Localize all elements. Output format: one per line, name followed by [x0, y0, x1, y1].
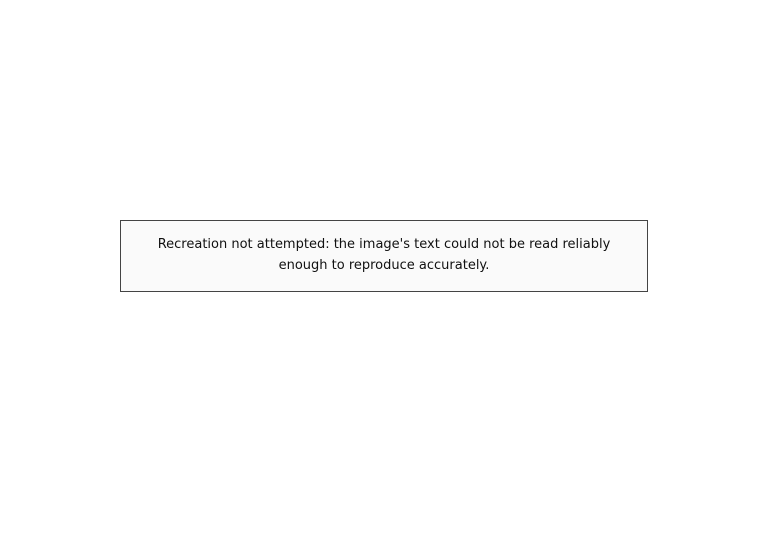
- recreation-notice: Recreation not attempted: the image's text could not be read reliably enough to reproduce accurately.: [120, 220, 648, 292]
